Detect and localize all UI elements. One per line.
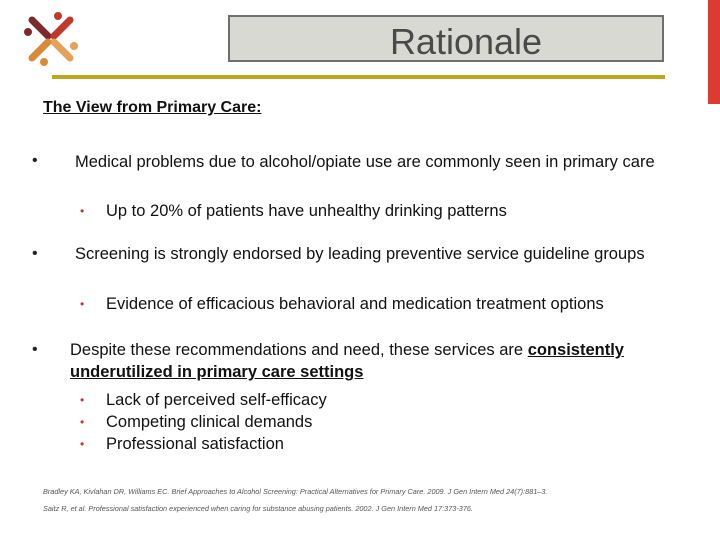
emphasis-underutilized: underutilized in primary care settings [70, 363, 364, 381]
sub-bullet-icon: • [80, 297, 85, 311]
sub-bullet-icon: • [80, 393, 85, 407]
sub-item-3-1: Lack of perceived self-efficacy [106, 391, 327, 409]
reference-2: Saitz R, et al. Professional satisfaction experienced when caring for substance abusing patients. 2002. J Gen Intern Med 17:373-376. [43, 504, 473, 513]
sub-bullet-icon: • [80, 204, 85, 218]
emphasis-consistently: consistently [527, 341, 624, 359]
list-item-1: Medical problems due to alcohol/opiate use are commonly seen in primary care [75, 153, 655, 171]
list-item-2: Screening is strongly endorsed by leading preventive service guideline groups [75, 245, 645, 263]
title-box [228, 15, 664, 62]
red-accent-bar [708, 0, 720, 104]
reference-1: Bradley KA, Kivlahan DR, Williams EC. Brief Approaches to Alcohol Screening: Practical Alternatives for Primary Care. 2009. J Gen Intern Med 24(7):881–3. [43, 487, 548, 496]
bullet-icon: • [32, 245, 38, 262]
sub-item-2-1: Evidence of efficacious behavioral and medication treatment options [106, 295, 604, 313]
list-item-3 [70, 339, 690, 383]
bullet-icon: • [32, 152, 38, 169]
sub-item-3-3: Professional satisfaction [106, 435, 284, 453]
sub-bullet-icon: • [80, 437, 85, 451]
gold-divider [52, 75, 665, 79]
page-title: Rationale [389, 21, 543, 62]
sub-item-3-2: Competing clinical demands [106, 413, 313, 431]
sub-bullet-icon: • [80, 415, 85, 429]
logo-icon [22, 10, 80, 68]
section-subtitle: The View from Primary Care: [43, 99, 262, 116]
list-item-3-text: Despite these recommendations and need, these services are [70, 341, 524, 359]
sub-item-1-1: Up to 20% of patients have unhealthy drinking patterns [106, 202, 507, 220]
bullet-icon: • [32, 341, 38, 358]
